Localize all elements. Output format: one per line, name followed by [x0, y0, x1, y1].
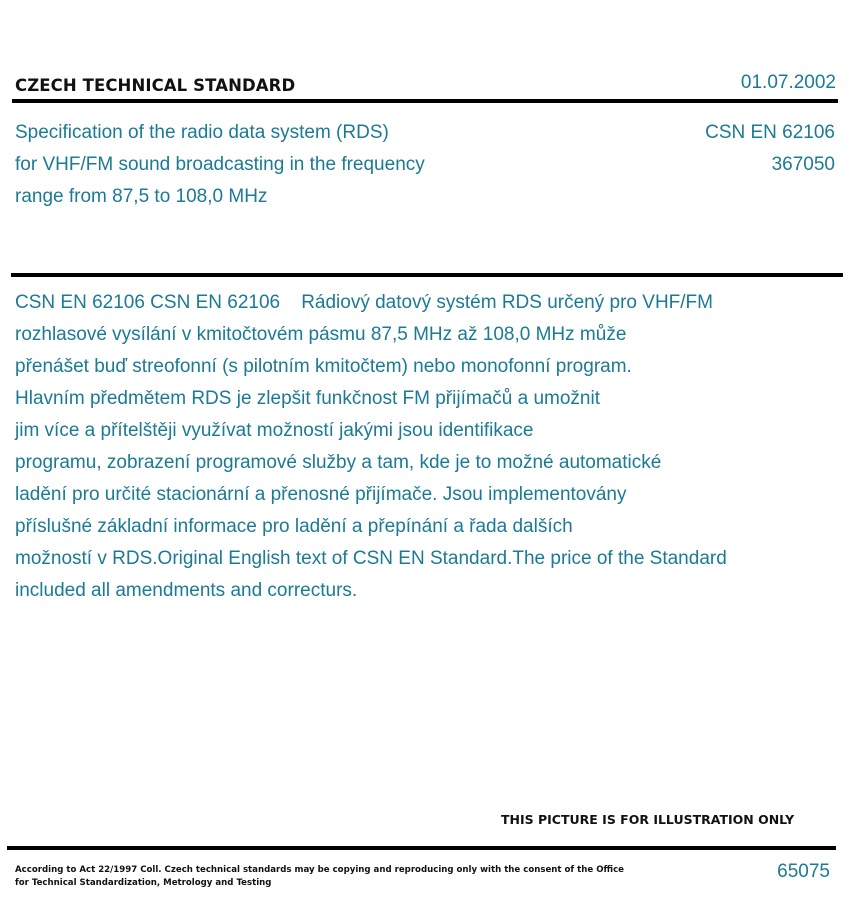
- catalog-number: 367050: [771, 154, 835, 175]
- title-line: Specification of the radio data system (RDS): [15, 122, 389, 143]
- abstract-line: jim více a přítelštěji využívat možností jakými jsou identifikace: [15, 420, 534, 441]
- abstract-line: možností v RDS.Original English text of CSN EN Standard.The price of the Standard: [15, 548, 727, 569]
- abstract-line: programu, zobrazení programové služby a tam, kde je to možné automatické: [15, 452, 662, 473]
- illustration-note: THIS PICTURE IS FOR ILLUSTRATION ONLY: [501, 812, 795, 827]
- abstract-line: rozhlasové vysílání v kmitočtovém pásmu 87,5 MHz až 108,0 MHz může: [15, 324, 627, 345]
- abstract-line: Hlavním předmětem RDS je zlepšit funkčnost FM přijímačů a umožnit: [15, 388, 600, 409]
- abstract-line: ladění pro určité stacionární a přenosné přijímače. Jsou implementovány: [15, 484, 627, 505]
- legal-line: According to Act 22/1997 Coll. Czech technical standards may be copying and reproducing only with the consent of the Office: [15, 865, 625, 875]
- standard-title: [15, 117, 535, 213]
- abstract-line: CSN EN 62106 CSN EN 62106 Rádiový datový systém RDS určený pro VHF/FM: [15, 292, 713, 313]
- footer-divider: [7, 846, 836, 850]
- abstract-line: přenášet buď streofonní (s pilotním kmitočtem) nebo monofonní program.: [15, 356, 632, 377]
- abstract-line: included all amendments and correcturs.: [15, 580, 358, 601]
- abstract-line: příslušné základní informace pro ladění a přepínání a řada dalších: [15, 516, 573, 537]
- legal-line: for Technical Standardization, Metrology and Testing: [15, 878, 272, 888]
- abstract-text: [15, 287, 845, 607]
- document-number: 65075: [777, 861, 830, 882]
- title-line: for VHF/FM sound broadcasting in the frequency: [15, 154, 425, 175]
- legal-notice: [15, 864, 625, 890]
- publication-date: 01.07.2002: [740, 72, 836, 93]
- standard-code: CSN EN 62106: [705, 122, 835, 143]
- title-line: range from 87,5 to 108,0 MHz: [15, 186, 268, 207]
- title-divider: [11, 273, 843, 277]
- standard-codes: [705, 117, 835, 181]
- document-type-label: CZECH TECHNICAL STANDARD: [15, 76, 296, 95]
- header-divider: [12, 99, 838, 103]
